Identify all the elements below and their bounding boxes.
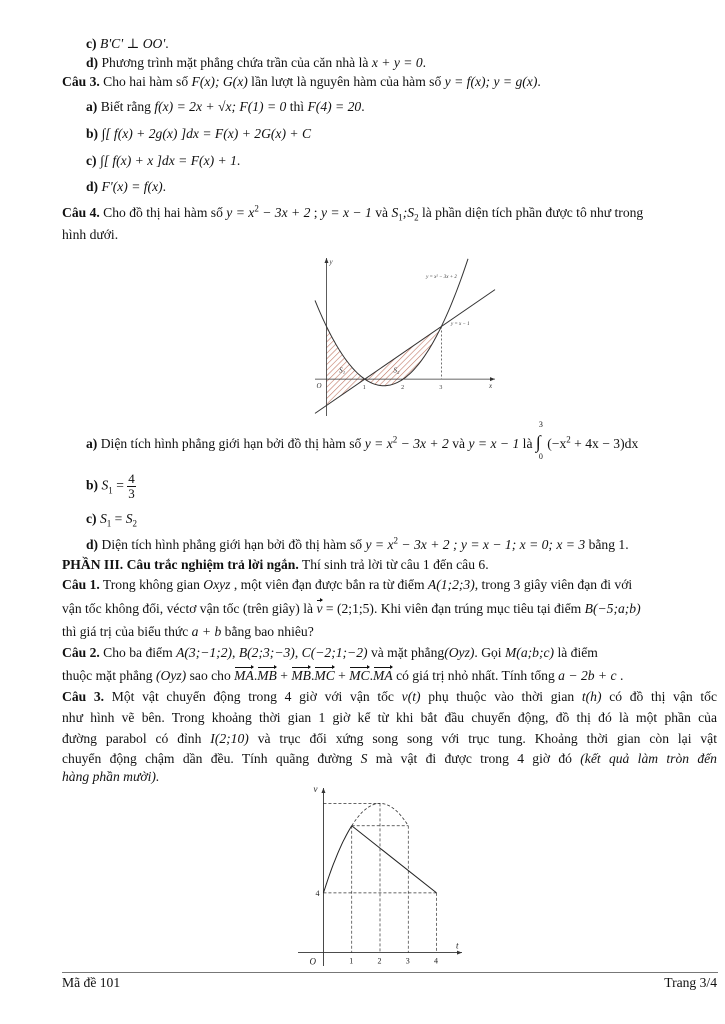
- punct: ;: [310, 205, 321, 220]
- part-subtitle: Thí sinh trả lời từ câu 1 đến câu 6.: [298, 557, 489, 572]
- area-figure: [303, 252, 503, 422]
- math-expr: y = x − 1: [320, 205, 372, 220]
- math-expr: f(x) = 2x + √x; F(1) = 0: [154, 99, 287, 114]
- punct: .: [537, 74, 541, 89]
- t-tick-label: 4: [434, 956, 439, 966]
- footer-divider: [62, 972, 718, 973]
- math-expr: y = x: [364, 436, 393, 451]
- region-s2-label: S₂: [393, 366, 400, 375]
- question-text: . Gọi: [474, 645, 505, 660]
- option-label: b): [86, 477, 99, 493]
- question-text: Cho đồ thị hai hàm số: [99, 205, 227, 220]
- question-3-stem: [62, 74, 541, 90]
- math-expr: ∫[ f(x) + 2g(x) ]dx = F(x) + 2G(x) + C: [101, 126, 312, 141]
- math-expr: a − 2b + c: [558, 668, 617, 683]
- v-axis-arrow: [321, 788, 325, 793]
- p3-question-2-line1: Câu 2. Cho ba điểm A(3;−1;2), B(2;3;−3), C(−2;1;−2) và mặt phẳng(Oyz). Gọi M(a;b;c) là điểm: [62, 645, 598, 660]
- x-tick-label: 2: [401, 385, 405, 392]
- p3-question-1-line1: [62, 577, 632, 593]
- prev-option-c: [86, 36, 169, 52]
- line-curve: [315, 290, 495, 414]
- parabola-label: y = x² − 3x + 2: [426, 274, 457, 280]
- question-3-option-a: [86, 99, 365, 115]
- p3-question-1-line3: [62, 624, 314, 640]
- part3-heading: [62, 557, 489, 573]
- question-text: là phần diện tích phần được tô như trong: [418, 205, 644, 220]
- option-label: a): [86, 436, 98, 451]
- region-s2: [365, 327, 442, 386]
- math-expr: A(1;2;3): [427, 577, 475, 592]
- denominator: 3: [128, 486, 135, 501]
- option-label: c): [86, 511, 97, 526]
- p3-question-3-line1: [62, 689, 717, 705]
- t-axis-label: t: [456, 940, 459, 951]
- question-text: mà vật đi được trong: [367, 751, 518, 766]
- question-label: Câu 3.: [62, 689, 105, 704]
- math-expr: M(a;b;c): [504, 645, 555, 660]
- math-expr: a + b: [191, 624, 222, 639]
- question-4-option-a: a) Diện tích hình phẳng giới hạn bởi đồ thị hàm số $y = x^2 - 3x + 2$ và y = x − 1 là ∫ 3 0 $(-x^2 + 4x - 3)dx$: [86, 420, 639, 461]
- math-expr: (−x: [547, 436, 567, 451]
- question-4-stem: Câu 4. Cho đồ thị hai hàm số $y = x^2 - 3x + 2$ ; y = x − 1 và $S_1;S_2$ là phần diện tích phần được tô như trong: [62, 203, 644, 223]
- math-expr: y = x − 1: [468, 436, 520, 451]
- prev-option-d: [86, 55, 426, 71]
- question-text: có giá trị nhỏ nhất. Tính tổng: [392, 668, 559, 683]
- question-4-option-c: c) $S_1 = S_2$: [86, 511, 138, 529]
- math-expr: B(2;3;−3): [238, 645, 295, 660]
- option-label: c): [86, 153, 97, 168]
- t-axis-arrow: [457, 951, 462, 955]
- question-3-option-c: [86, 153, 240, 169]
- punct: .: [616, 668, 624, 683]
- math-expr: =: [112, 477, 128, 493]
- question-text: Trong không gian: [99, 577, 204, 592]
- v-axis-label: v: [313, 784, 318, 794]
- t-tick-label: 1: [349, 956, 354, 966]
- question-text: và trục đối xứng song song với trục tung. Khoảng thời gian còn lại vật: [248, 731, 717, 746]
- question-text: và mặt phẳng: [367, 645, 445, 660]
- punct: .: [236, 153, 241, 168]
- question-text: . Khi viên đạn trúng mục tiêu tại điểm: [373, 601, 585, 616]
- punct: .: [165, 36, 169, 51]
- math-expr: − 3x + 2: [398, 537, 450, 552]
- x-tick-label: 3: [439, 385, 443, 392]
- math-expr: S: [407, 205, 415, 220]
- option-text: Diện tích hình phẳng giới hạn bởi đồ thị hàm số: [101, 537, 366, 552]
- question-text: vận tốc không đổi, véctơ vận tốc (trên giây) là: [62, 601, 317, 616]
- math-expr: C(−2;1;−2): [301, 645, 368, 660]
- part-title: PHẦN III. Câu trắc nghiệm trả lời ngắn.: [62, 557, 299, 572]
- vector-mb: MB: [257, 668, 277, 683]
- p3-question-3-line2: như hình vẽ bên. Trong khoảng thời gian 1 giờ kể từ khi bắt đầu chuyển động, đồ thị đó là một phần của: [62, 710, 717, 725]
- integral-lower: 0: [538, 452, 543, 461]
- origin-label: O: [309, 956, 316, 967]
- t-tick-label: 3: [405, 956, 410, 966]
- math-expr: S: [125, 511, 133, 526]
- question-label: Câu 3.: [62, 74, 100, 89]
- math-expr: ; y = x − 1; x = 0; x = 3: [449, 537, 586, 552]
- question-text: , trong 3 giây viên đạn đi với: [474, 577, 633, 592]
- question-label: Câu 2.: [62, 645, 100, 660]
- math-expr: x + y = 0: [371, 55, 423, 70]
- line-label: y = x − 1: [450, 322, 470, 328]
- rounding-note: (kết quả làm tròn đến: [580, 751, 717, 766]
- footer-exam-code: Mã đề 101: [62, 975, 121, 990]
- math-expr: − 3x + 2: [397, 436, 449, 451]
- question-text: phụ thuộc vào thời gian: [420, 689, 582, 704]
- question-text: và: [371, 205, 392, 220]
- option-text: và: [448, 436, 469, 451]
- integral-upper: 3: [538, 420, 543, 429]
- math-expr: ∫[ f(x) + x ]dx = F(x) + 1: [99, 153, 237, 168]
- region-s1-label: S₁: [339, 366, 346, 375]
- y-axis-arrow: [324, 258, 328, 263]
- math-expr: I(2;10): [210, 731, 249, 746]
- punct: .: [162, 179, 167, 194]
- math-expr: Oxyz: [203, 577, 231, 592]
- option-text: Diện tích hình phẳng giới hạn bởi đồ thị hàm số: [100, 436, 365, 451]
- vector-mb: MB: [291, 668, 311, 683]
- origin-label: O: [316, 382, 322, 391]
- v-tick-label: 4: [315, 888, 320, 898]
- math-expr: t(h): [581, 689, 602, 704]
- question-text: Cho ba điểm: [99, 645, 177, 660]
- question-3-option-b: [86, 126, 311, 142]
- math-expr: = (2;1;5): [322, 601, 374, 616]
- p3-question-1-line2: [62, 601, 641, 617]
- question-text: thuộc mặt phẳng: [62, 668, 157, 683]
- option-label: d): [86, 179, 99, 194]
- question-text: Một vật chuyển động trong: [104, 689, 285, 704]
- p3-question-3-line5: hàng phần mười).: [62, 769, 160, 784]
- question-text: có đồ thị vận tốc: [601, 689, 717, 704]
- question-3-option-d: [86, 179, 166, 195]
- p3-question-3-line3: [62, 731, 717, 747]
- math-expr: (Oyz): [444, 645, 475, 660]
- question-text: là điểm: [554, 645, 598, 660]
- math-expr: y = x: [226, 205, 255, 220]
- numerator: 4: [128, 471, 135, 486]
- x-axis-label: x: [489, 382, 493, 391]
- question-text: bằng bao nhiêu?: [221, 624, 314, 639]
- t-tick-label: 2: [377, 956, 382, 966]
- vector-mc: MC: [349, 668, 370, 683]
- vector-v: v: [316, 601, 323, 616]
- p3-question-3-line4: [62, 751, 717, 767]
- question-text: Cho hai hàm số: [99, 74, 192, 89]
- question-text: chuyển động chậm dần đều. Tính quãng đường: [62, 751, 361, 766]
- math-expr: F'(x) = f(x): [101, 179, 163, 194]
- question-text: 4 giờ với vận tốc: [284, 689, 402, 704]
- option-label: d): [86, 55, 99, 70]
- question-text: thì giá trị của biểu thức: [62, 624, 192, 639]
- math-expr: B(−5;a;b): [584, 601, 641, 616]
- question-text: lần lượt là nguyên hàm của hàm số: [247, 74, 445, 89]
- option-text: bằng 1.: [585, 537, 629, 552]
- velocity-parabola: [323, 826, 351, 893]
- question-text: đường parabol có đỉnh: [62, 731, 211, 746]
- question-4-option-d: d) Diện tích hình phẳng giới hạn bởi đồ thị hàm số $y = x^2 - 3x + 2$ ; y = x − 1; x = 0; x = 3 bằng 1.: [86, 535, 629, 552]
- option-text: là: [519, 436, 536, 451]
- math-expr: y = x: [365, 537, 394, 552]
- vector-mc: MC: [314, 668, 335, 683]
- math-expr: dx: [624, 436, 639, 451]
- option-label: c): [86, 36, 97, 51]
- math-expr: (Oyz): [156, 668, 187, 683]
- math-expr: v(t): [401, 689, 421, 704]
- question-4-option-b: b) $S_1$ = $\frac{4}{3}$: [86, 471, 135, 501]
- math-expr: F(4) = 20: [307, 99, 362, 114]
- p3-question-2-line2: thuộc mặt phẳng (Oyz) sao cho MA.MB + MB.MC + MC.MA có giá trị nhỏ nhất. Tính tổng a − 2b + c .: [62, 668, 624, 683]
- math-expr: S: [101, 477, 109, 493]
- question-4-stem-line2: hình dưới.: [62, 227, 119, 242]
- punct: .: [361, 99, 365, 114]
- math-expr: + 4x − 3): [570, 436, 625, 451]
- integral-sign: ∫ 3 0: [535, 420, 543, 461]
- math-expr: S: [99, 511, 107, 526]
- math-expr: A(3;−1;2): [176, 645, 233, 660]
- math-expr: S: [391, 205, 399, 220]
- vector-ma: MA: [234, 668, 254, 683]
- y-axis-label: y: [329, 258, 333, 266]
- option-text: Biết rằng: [100, 99, 155, 114]
- question-label: Câu 1.: [62, 577, 100, 592]
- x-axis-arrow: [490, 377, 495, 381]
- question-text: sao cho: [186, 668, 235, 683]
- question-label: Câu 4.: [62, 205, 100, 220]
- x-tick-label: 1: [362, 385, 366, 392]
- math-expr: B'C' ⊥ OO': [99, 36, 166, 51]
- math-expr: − 3x + 2: [258, 205, 311, 220]
- vector-ma: MA: [373, 668, 393, 683]
- velocity-figure: [290, 780, 470, 970]
- fraction: [127, 472, 136, 501]
- math-expr: y = f(x); y = g(x): [444, 74, 538, 89]
- question-text: , một viên đạn được bắn ra từ điểm: [230, 577, 428, 592]
- option-text: Phương trình mặt phẳng chứa trần của căn nhà là: [101, 55, 372, 70]
- question-text: 4 giờ đó: [517, 751, 581, 766]
- math-expr: F(x); G(x): [191, 74, 248, 89]
- math-expr: S: [360, 751, 368, 766]
- option-text: thì: [286, 99, 308, 114]
- option-label: b): [86, 126, 99, 141]
- punct: .: [422, 55, 427, 70]
- velocity-linear: [352, 826, 437, 893]
- option-label: a): [86, 99, 98, 114]
- math-expr: =: [111, 511, 126, 526]
- option-label: d): [86, 537, 99, 552]
- footer-page-number: Trang 3/4: [664, 975, 717, 990]
